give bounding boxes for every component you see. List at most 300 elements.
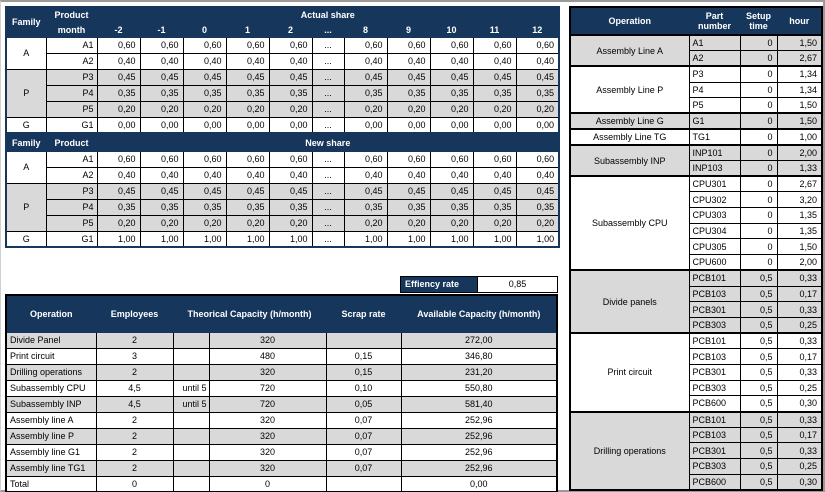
theoretical-capacity-cell[interactable]: 320 — [209, 332, 326, 348]
share-value-cell[interactable]: ... — [312, 183, 344, 199]
hour-cell[interactable]: 0,25 — [777, 459, 822, 475]
share-value-cell[interactable]: 1,00 — [140, 231, 183, 247]
month-header-cell[interactable]: 1 — [226, 23, 269, 37]
share-value-cell[interactable]: 0,60 — [226, 151, 269, 167]
share-value-cell[interactable]: 0,35 — [140, 199, 183, 215]
scrap-rate-cell[interactable]: 0,07 — [326, 444, 401, 460]
hour-cell[interactable]: 2,00 — [777, 255, 822, 271]
setup-time-cell[interactable]: 0,5 — [740, 474, 777, 490]
hour-cell[interactable]: 1,00 — [777, 129, 822, 145]
share-value-cell[interactable]: 0,00 — [269, 117, 312, 133]
setup-time-cell[interactable]: 0,5 — [740, 317, 777, 333]
share-value-cell[interactable]: 0,60 — [97, 37, 140, 53]
share-value-cell[interactable]: 0,20 — [473, 215, 516, 231]
setup-time-cell[interactable]: 0,5 — [740, 302, 777, 318]
hour-cell[interactable]: 0,17 — [777, 286, 822, 302]
part-number-cell[interactable]: P5 — [689, 98, 740, 114]
hour-cell[interactable]: 0,17 — [777, 349, 822, 365]
month-header-cell[interactable]: 10 — [430, 23, 473, 37]
hour-cell[interactable]: 1,34 — [777, 66, 822, 82]
hour-cell[interactable]: 1,50 — [777, 113, 822, 129]
employees-cell[interactable]: 2 — [96, 412, 173, 428]
setup-time-cell[interactable]: 0 — [740, 255, 777, 271]
available-capacity-cell[interactable]: 581,40 — [401, 396, 557, 412]
share-value-cell[interactable]: 0,60 — [387, 151, 430, 167]
month-header-cell[interactable]: 9 — [387, 23, 430, 37]
setup-time-cell[interactable]: 0 — [740, 98, 777, 114]
product-cell[interactable]: G1 — [46, 231, 97, 247]
available-capacity-cell[interactable]: 252,96 — [401, 412, 557, 428]
share-value-cell[interactable]: 0,00 — [140, 117, 183, 133]
share-value-cell[interactable]: 0,20 — [183, 101, 226, 117]
share-value-cell[interactable]: 0,60 — [344, 37, 387, 53]
month-header-cell[interactable]: 12 — [516, 23, 559, 37]
routing-operation-header[interactable]: Operation — [570, 7, 689, 35]
share-value-cell[interactable]: 0,40 — [226, 167, 269, 183]
setup-time-cell[interactable]: 0 — [740, 208, 777, 224]
family-cell[interactable]: G — [6, 117, 46, 133]
share-value-cell[interactable]: ... — [312, 37, 344, 53]
setup-time-cell[interactable]: 0 — [740, 161, 777, 177]
share-value-cell[interactable]: 0,35 — [473, 199, 516, 215]
month-label-header[interactable]: month — [46, 23, 97, 37]
hour-cell[interactable]: 0,33 — [777, 443, 822, 459]
theoretical-capacity-cell[interactable]: 720 — [209, 396, 326, 412]
capacity-note-cell[interactable]: until 5 — [173, 380, 209, 396]
setup-time-cell[interactable]: 0,5 — [740, 286, 777, 302]
share-value-cell[interactable]: 0,45 — [473, 69, 516, 85]
part-number-cell[interactable]: PCB303 — [689, 317, 740, 333]
share-value-cell[interactable]: 0,35 — [473, 85, 516, 101]
employees-cell[interactable]: 0 — [96, 476, 173, 492]
scrap-rate-cell[interactable]: 0,15 — [326, 364, 401, 380]
capacity-note-cell[interactable] — [173, 332, 209, 348]
share-table-title[interactable]: Actual share — [97, 7, 559, 23]
share-value-cell[interactable]: 0,20 — [269, 215, 312, 231]
share-value-cell[interactable]: 0,45 — [516, 183, 559, 199]
hour-cell[interactable]: 1,50 — [777, 35, 822, 51]
share-value-cell[interactable]: 0,40 — [226, 53, 269, 69]
share-value-cell[interactable]: 0,60 — [183, 151, 226, 167]
share-value-cell[interactable]: 0,35 — [97, 85, 140, 101]
theoretical-capacity-cell[interactable]: 320 — [209, 460, 326, 476]
share-value-cell[interactable]: ... — [312, 167, 344, 183]
share-value-cell[interactable]: 0,40 — [97, 167, 140, 183]
hour-header[interactable]: hour — [777, 7, 822, 35]
share-value-cell[interactable]: 0,20 — [430, 215, 473, 231]
part-number-cell[interactable]: PCB101 — [689, 270, 740, 286]
share-value-cell[interactable]: ... — [312, 151, 344, 167]
part-number-cell[interactable]: A1 — [689, 35, 740, 51]
product-cell[interactable]: A1 — [46, 37, 97, 53]
part-number-cell[interactable]: CPU302 — [689, 192, 740, 208]
capacity-note-cell[interactable] — [173, 364, 209, 380]
share-value-cell[interactable]: 1,00 — [97, 231, 140, 247]
employees-cell[interactable]: 4,5 — [96, 396, 173, 412]
setup-time-cell[interactable]: 0,5 — [740, 412, 777, 428]
family-header[interactable]: Family — [6, 7, 46, 37]
hour-cell[interactable]: 2,00 — [777, 145, 822, 161]
employees-cell[interactable]: 2 — [96, 428, 173, 444]
share-value-cell[interactable]: 1,00 — [387, 231, 430, 247]
part-number-cell[interactable]: PCB600 — [689, 474, 740, 490]
setup-time-cell[interactable]: 0,5 — [740, 459, 777, 475]
routing-operation-cell[interactable]: Assembly Line TG — [570, 129, 689, 145]
theoretical-capacity-cell[interactable]: 320 — [209, 364, 326, 380]
share-value-cell[interactable]: 0,35 — [269, 85, 312, 101]
part-number-cell[interactable]: CPU301 — [689, 176, 740, 192]
share-value-cell[interactable]: 0,35 — [97, 199, 140, 215]
hour-cell[interactable]: 0,33 — [777, 364, 822, 380]
share-value-cell[interactable]: 0,35 — [226, 85, 269, 101]
share-value-cell[interactable]: 0,40 — [140, 53, 183, 69]
share-value-cell[interactable]: ... — [312, 117, 344, 133]
capacity-note-cell[interactable] — [173, 428, 209, 444]
share-value-cell[interactable]: 0,35 — [516, 199, 559, 215]
share-value-cell[interactable]: 0,45 — [97, 183, 140, 199]
share-value-cell[interactable]: 0,45 — [516, 69, 559, 85]
setup-time-cell[interactable]: 0,5 — [740, 380, 777, 396]
scrap-rate-header[interactable]: Scrap rate — [326, 295, 401, 332]
part-number-cell[interactable]: G1 — [689, 113, 740, 129]
setup-time-cell[interactable]: 0,5 — [740, 270, 777, 286]
setup-time-cell[interactable]: 0,5 — [740, 333, 777, 349]
share-value-cell[interactable]: 0,35 — [226, 199, 269, 215]
share-value-cell[interactable]: 0,40 — [387, 53, 430, 69]
routing-operation-cell[interactable]: Print circuit — [570, 333, 689, 411]
theoretical-capacity-cell[interactable]: 720 — [209, 380, 326, 396]
part-number-cell[interactable]: TG1 — [689, 129, 740, 145]
share-value-cell[interactable]: 0,20 — [387, 215, 430, 231]
part-number-cell[interactable]: CPU600 — [689, 255, 740, 271]
part-number-cell[interactable]: PCB103 — [689, 286, 740, 302]
share-value-cell[interactable]: ... — [312, 215, 344, 231]
share-value-cell[interactable]: 0,60 — [344, 151, 387, 167]
setup-time-cell[interactable]: 0 — [740, 239, 777, 255]
share-value-cell[interactable]: ... — [312, 85, 344, 101]
hour-cell[interactable]: 0,33 — [777, 412, 822, 428]
routing-operation-cell[interactable]: Drilling operations — [570, 412, 689, 490]
share-value-cell[interactable]: 0,45 — [344, 69, 387, 85]
setup-time-cell[interactable]: 0 — [740, 35, 777, 51]
share-value-cell[interactable]: 0,35 — [269, 199, 312, 215]
share-value-cell[interactable]: 0,45 — [473, 183, 516, 199]
employees-cell[interactable]: 2 — [96, 364, 173, 380]
share-value-cell[interactable]: 0,40 — [183, 53, 226, 69]
share-value-cell[interactable]: 0,20 — [226, 215, 269, 231]
share-value-cell[interactable]: 0,60 — [97, 151, 140, 167]
product-header[interactable]: Product — [46, 135, 97, 151]
share-value-cell[interactable]: 0,20 — [387, 101, 430, 117]
share-value-cell[interactable]: 0,60 — [430, 37, 473, 53]
product-cell[interactable]: P5 — [46, 101, 97, 117]
share-value-cell[interactable]: 1,00 — [269, 231, 312, 247]
hour-cell[interactable]: 1,50 — [777, 239, 822, 255]
share-value-cell[interactable]: 0,60 — [269, 37, 312, 53]
scrap-rate-cell[interactable] — [326, 332, 401, 348]
setup-time-cell[interactable]: 0 — [740, 51, 777, 67]
theoretical-capacity-cell[interactable]: 480 — [209, 348, 326, 364]
share-value-cell[interactable]: 0,40 — [430, 167, 473, 183]
setup-time-header[interactable]: Setup time — [740, 7, 777, 35]
share-value-cell[interactable]: 1,00 — [344, 231, 387, 247]
employees-cell[interactable]: 4,5 — [96, 380, 173, 396]
operation-cell[interactable]: Assembly line P — [6, 428, 96, 444]
share-value-cell[interactable]: 0,40 — [387, 167, 430, 183]
hour-cell[interactable]: 0,30 — [777, 396, 822, 412]
share-value-cell[interactable]: 0,20 — [140, 101, 183, 117]
share-value-cell[interactable]: 0,20 — [140, 215, 183, 231]
month-header-cell[interactable]: -1 — [140, 23, 183, 37]
share-value-cell[interactable]: 0,20 — [516, 101, 559, 117]
share-value-cell[interactable]: 0,20 — [97, 101, 140, 117]
share-value-cell[interactable]: 0,00 — [97, 117, 140, 133]
capacity-note-cell[interactable] — [173, 476, 209, 492]
operation-cell[interactable]: Divide Panel — [6, 332, 96, 348]
share-value-cell[interactable]: 0,00 — [516, 117, 559, 133]
available-capacity-cell[interactable]: 0,00 — [401, 476, 557, 492]
family-cell[interactable]: G — [6, 231, 46, 247]
share-value-cell[interactable]: 0,60 — [140, 37, 183, 53]
share-value-cell[interactable]: 0,45 — [183, 69, 226, 85]
setup-time-cell[interactable]: 0 — [740, 192, 777, 208]
setup-time-cell[interactable]: 0,5 — [740, 349, 777, 365]
setup-time-cell[interactable]: 0 — [740, 129, 777, 145]
operation-cell[interactable]: Subassembly INP — [6, 396, 96, 412]
month-header-cell[interactable]: 2 — [269, 23, 312, 37]
share-value-cell[interactable]: 0,20 — [473, 101, 516, 117]
operation-cell[interactable]: Drilling operations — [6, 364, 96, 380]
hour-cell[interactable]: 2,67 — [777, 176, 822, 192]
theoretical-capacity-cell[interactable]: 320 — [209, 428, 326, 444]
hour-cell[interactable]: 0,33 — [777, 302, 822, 318]
share-value-cell[interactable]: 0,35 — [140, 85, 183, 101]
capacity-note-cell[interactable] — [173, 348, 209, 364]
share-value-cell[interactable]: 0,45 — [97, 69, 140, 85]
share-value-cell[interactable]: 0,45 — [387, 69, 430, 85]
operation-cell[interactable]: Assembly line A — [6, 412, 96, 428]
part-number-cell[interactable]: INP101 — [689, 145, 740, 161]
part-number-cell[interactable]: PCB303 — [689, 380, 740, 396]
product-cell[interactable]: P5 — [46, 215, 97, 231]
share-value-cell[interactable]: 1,00 — [516, 231, 559, 247]
share-value-cell[interactable]: 0,35 — [344, 85, 387, 101]
scrap-rate-cell[interactable] — [326, 476, 401, 492]
setup-time-cell[interactable]: 0,5 — [740, 364, 777, 380]
part-number-cell[interactable]: PCB101 — [689, 333, 740, 349]
family-cell[interactable]: A — [6, 151, 46, 183]
hour-cell[interactable]: 1,50 — [777, 98, 822, 114]
share-value-cell[interactable]: 0,00 — [473, 117, 516, 133]
operation-cell[interactable]: Total — [6, 476, 96, 492]
product-cell[interactable]: P3 — [46, 183, 97, 199]
share-value-cell[interactable]: 0,20 — [516, 215, 559, 231]
available-capacity-cell[interactable]: 231,20 — [401, 364, 557, 380]
share-value-cell[interactable]: 0,60 — [183, 37, 226, 53]
hour-cell[interactable]: 1,34 — [777, 82, 822, 98]
hour-cell[interactable]: 1,35 — [777, 223, 822, 239]
share-value-cell[interactable]: 1,00 — [473, 231, 516, 247]
share-value-cell[interactable]: 0,45 — [269, 183, 312, 199]
operation-cell[interactable]: Print circuit — [6, 348, 96, 364]
capacity-note-cell[interactable]: until 5 — [173, 396, 209, 412]
setup-time-cell[interactable]: 0,5 — [740, 443, 777, 459]
share-value-cell[interactable]: 0,45 — [430, 183, 473, 199]
product-header[interactable]: Product — [46, 7, 97, 23]
part-number-cell[interactable]: PCB101 — [689, 412, 740, 428]
share-value-cell[interactable]: 0,00 — [387, 117, 430, 133]
setup-time-cell[interactable]: 0 — [740, 145, 777, 161]
share-value-cell[interactable]: ... — [312, 199, 344, 215]
month-header-cell[interactable]: ... — [312, 23, 344, 37]
share-value-cell[interactable]: ... — [312, 101, 344, 117]
share-table-title[interactable]: New share — [97, 135, 559, 151]
share-value-cell[interactable]: 0,35 — [516, 85, 559, 101]
share-value-cell[interactable]: 0,60 — [269, 151, 312, 167]
month-header-cell[interactable]: 11 — [473, 23, 516, 37]
share-value-cell[interactable]: 0,60 — [387, 37, 430, 53]
hour-cell[interactable]: 0,33 — [777, 333, 822, 349]
share-value-cell[interactable]: 0,00 — [226, 117, 269, 133]
hour-cell[interactable]: 3,20 — [777, 192, 822, 208]
share-value-cell[interactable]: 0,60 — [473, 37, 516, 53]
share-value-cell[interactable]: 0,40 — [140, 167, 183, 183]
available-capacity-cell[interactable]: 272,00 — [401, 332, 557, 348]
hour-cell[interactable]: 0,25 — [777, 317, 822, 333]
hour-cell[interactable]: 0,17 — [777, 427, 822, 443]
part-number-cell[interactable]: PCB301 — [689, 302, 740, 318]
setup-time-cell[interactable]: 0 — [740, 223, 777, 239]
product-cell[interactable]: P4 — [46, 85, 97, 101]
hour-cell[interactable]: 1,35 — [777, 208, 822, 224]
capacity-note-cell[interactable] — [173, 444, 209, 460]
share-value-cell[interactable]: 0,20 — [269, 101, 312, 117]
theoretical-capacity-header[interactable]: Theorical Capacity (h/month) — [173, 295, 326, 332]
employees-cell[interactable]: 2 — [96, 332, 173, 348]
share-value-cell[interactable]: 0,35 — [430, 85, 473, 101]
operation-cell[interactable]: Subassembly CPU — [6, 380, 96, 396]
share-value-cell[interactable]: 0,20 — [183, 215, 226, 231]
capacity-note-cell[interactable] — [173, 460, 209, 476]
share-value-cell[interactable]: 0,45 — [226, 69, 269, 85]
share-value-cell[interactable]: ... — [312, 231, 344, 247]
share-value-cell[interactable]: 0,20 — [97, 215, 140, 231]
product-cell[interactable]: A1 — [46, 151, 97, 167]
hour-cell[interactable]: 0,33 — [777, 270, 822, 286]
share-value-cell[interactable]: 0,60 — [140, 151, 183, 167]
part-number-cell[interactable]: PCB600 — [689, 396, 740, 412]
scrap-rate-cell[interactable]: 0,07 — [326, 412, 401, 428]
hour-cell[interactable]: 0,25 — [777, 380, 822, 396]
share-value-cell[interactable]: ... — [312, 53, 344, 69]
family-header[interactable]: Family — [6, 135, 46, 151]
part-number-header[interactable]: Part number — [689, 7, 740, 35]
product-cell[interactable]: A2 — [46, 167, 97, 183]
product-cell[interactable]: P3 — [46, 69, 97, 85]
share-value-cell[interactable]: 0,40 — [344, 167, 387, 183]
share-value-cell[interactable]: 0,60 — [226, 37, 269, 53]
available-capacity-cell[interactable]: 346,80 — [401, 348, 557, 364]
share-value-cell[interactable]: 0,00 — [430, 117, 473, 133]
routing-operation-cell[interactable]: Divide panels — [570, 270, 689, 333]
month-header-cell[interactable]: 0 — [183, 23, 226, 37]
setup-time-cell[interactable]: 0 — [740, 82, 777, 98]
employees-cell[interactable]: 3 — [96, 348, 173, 364]
family-cell[interactable]: P — [6, 183, 46, 231]
routing-operation-cell[interactable]: Assembly Line P — [570, 66, 689, 113]
share-value-cell[interactable]: 0,40 — [344, 53, 387, 69]
available-capacity-cell[interactable]: 252,96 — [401, 460, 557, 476]
share-value-cell[interactable]: 0,35 — [344, 199, 387, 215]
share-value-cell[interactable]: 1,00 — [226, 231, 269, 247]
product-cell[interactable]: G1 — [46, 117, 97, 133]
share-value-cell[interactable]: 0,45 — [183, 183, 226, 199]
scrap-rate-cell[interactable]: 0,07 — [326, 428, 401, 444]
part-number-cell[interactable]: PCB103 — [689, 349, 740, 365]
family-cell[interactable]: A — [6, 37, 46, 69]
part-number-cell[interactable]: CPU304 — [689, 223, 740, 239]
product-cell[interactable]: A2 — [46, 53, 97, 69]
share-value-cell[interactable]: 0,45 — [140, 69, 183, 85]
part-number-cell[interactable]: PCB301 — [689, 364, 740, 380]
efficiency-rate-value[interactable]: 0,85 — [478, 276, 558, 293]
share-value-cell[interactable]: 0,40 — [473, 167, 516, 183]
share-value-cell[interactable]: 0,20 — [344, 215, 387, 231]
operation-header[interactable]: Operation — [6, 295, 96, 332]
share-value-cell[interactable]: 0,00 — [344, 117, 387, 133]
share-value-cell[interactable]: 0,45 — [226, 183, 269, 199]
part-number-cell[interactable]: P3 — [689, 66, 740, 82]
share-value-cell[interactable]: 0,40 — [430, 53, 473, 69]
theoretical-capacity-cell[interactable]: 0 — [209, 476, 326, 492]
routing-operation-cell[interactable]: Assembly Line G — [570, 113, 689, 129]
share-value-cell[interactable]: 0,40 — [97, 53, 140, 69]
capacity-note-cell[interactable] — [173, 412, 209, 428]
scrap-rate-cell[interactable]: 0,15 — [326, 348, 401, 364]
hour-cell[interactable]: 0,30 — [777, 474, 822, 490]
part-number-cell[interactable]: INP103 — [689, 161, 740, 177]
available-capacity-cell[interactable]: 252,96 — [401, 444, 557, 460]
part-number-cell[interactable]: CPU303 — [689, 208, 740, 224]
setup-time-cell[interactable]: 0,5 — [740, 427, 777, 443]
available-capacity-header[interactable]: Available Capacity (h/month) — [401, 295, 557, 332]
employees-cell[interactable]: 2 — [96, 460, 173, 476]
setup-time-cell[interactable]: 0 — [740, 113, 777, 129]
theoretical-capacity-cell[interactable]: 320 — [209, 412, 326, 428]
available-capacity-cell[interactable]: 252,96 — [401, 428, 557, 444]
share-value-cell[interactable]: 0,60 — [430, 151, 473, 167]
setup-time-cell[interactable]: 0,5 — [740, 396, 777, 412]
share-value-cell[interactable]: 0,40 — [183, 167, 226, 183]
part-number-cell[interactable]: PCB103 — [689, 427, 740, 443]
scrap-rate-cell[interactable]: 0,05 — [326, 396, 401, 412]
available-capacity-cell[interactable]: 550,80 — [401, 380, 557, 396]
share-value-cell[interactable]: 1,00 — [183, 231, 226, 247]
family-cell[interactable]: P — [6, 69, 46, 117]
routing-operation-cell[interactable]: Assembly Line A — [570, 35, 689, 66]
operation-cell[interactable]: Assembly line TG1 — [6, 460, 96, 476]
part-number-cell[interactable]: PCB301 — [689, 443, 740, 459]
share-value-cell[interactable]: 0,40 — [473, 53, 516, 69]
hour-cell[interactable]: 1,33 — [777, 161, 822, 177]
part-number-cell[interactable]: P4 — [689, 82, 740, 98]
scrap-rate-cell[interactable]: 0,10 — [326, 380, 401, 396]
share-value-cell[interactable]: 0,60 — [516, 37, 559, 53]
share-value-cell[interactable]: 0,40 — [269, 53, 312, 69]
share-value-cell[interactable]: 0,45 — [140, 183, 183, 199]
share-value-cell[interactable]: 0,40 — [516, 53, 559, 69]
share-value-cell[interactable]: 0,20 — [226, 101, 269, 117]
